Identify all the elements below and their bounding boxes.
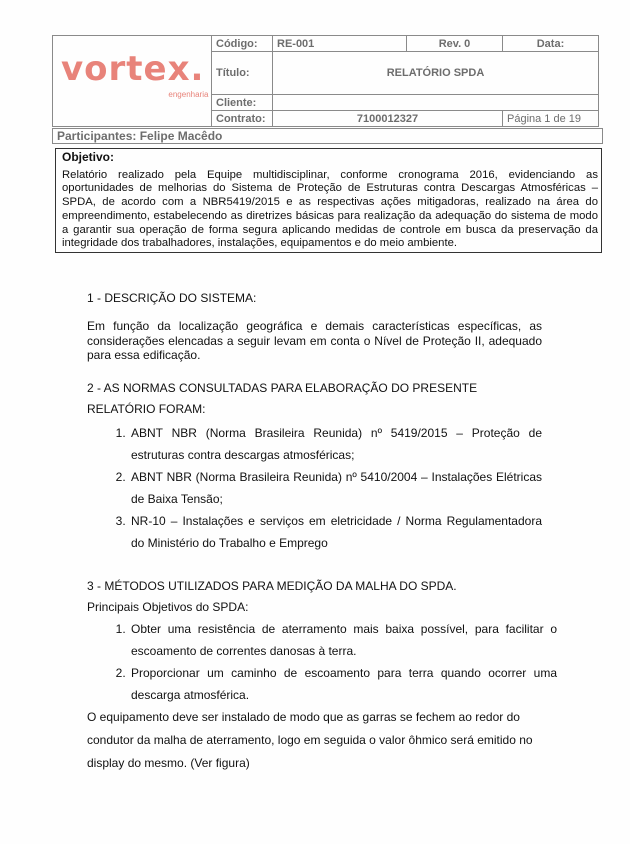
section-3 xyxy=(87,576,557,775)
norm-item: 2. ABNT NBR (Norma Brasileira Reunida) nº 5410/2004 – Instalações Elétricas de Baixa Tensão; xyxy=(129,466,542,510)
cliente-label: Cliente: xyxy=(212,95,273,111)
section-2 xyxy=(87,378,557,554)
objective-item: 2. Proporcionar um caminho de escoamento para terra quando ocorrer uma descarga atmosférica. xyxy=(129,662,557,706)
objective-item: 1. Obter uma resistência de aterramento mais baixa possível, para facilitar o escoamento de correntes danosas à terra. xyxy=(129,618,557,662)
logo-text: vortex. xyxy=(61,49,205,89)
cliente-value xyxy=(273,95,599,111)
document-title: RELATÓRIO SPDA xyxy=(273,52,599,95)
section-1-heading: 1 - DESCRIÇÃO DO SISTEMA: xyxy=(87,291,257,305)
contrato-value: 7100012327 xyxy=(273,111,503,127)
section-1 xyxy=(87,290,542,363)
contrato-label: Contrato: xyxy=(212,111,273,127)
codigo-value: RE-001 xyxy=(273,36,407,52)
header-table xyxy=(52,35,599,127)
titulo-label: Título: xyxy=(212,52,273,95)
section-1-text: Em função da localização geográfica e demais características específicas, as considerações elencadas a seguir levam em conta o Nível de Proteção II, adequado para essa edificação. xyxy=(87,319,542,362)
objective-text: Relatório realizado pela Equipe multidisciplinar, conforme cronograma 2016, evidenciando as oportunidades de melhorias do Sistema de Proteção de Estruturas contra Descargas Atmosféricas – SPDA, de acordo com a NBR5419/2015 e as respectivas ações mitigadoras, realizado na área do empreendimento, estabelecendo as diretrizes básicas para realização da adequação do sistema de modo a garantir sua operação de forma segura aplicando medidas de controle em busca da preservação da integridade dos trabalhadores, instalações, equipamentos e do meio ambiente. xyxy=(62,168,598,250)
codigo-label: Código: xyxy=(212,36,273,52)
section-3-text: O equipamento deve ser instalado de modo que as garras se fechem ao redor do condutor da malha de aterramento, logo em seguida o valor ôhmico será emitido no display do mesmo. (Ver figura) xyxy=(87,710,533,770)
data-label: Data: xyxy=(503,36,599,52)
objective-title: Objetivo: xyxy=(62,150,115,164)
page-number: Página 1 de 19 xyxy=(503,111,599,127)
objective-box xyxy=(55,148,602,253)
norm-item: 1. ABNT NBR (Norma Brasileira Reunida) nº 5419/2015 – Proteção de estruturas contra descargas atmosféricas; xyxy=(129,422,542,466)
logo xyxy=(53,36,212,127)
section-3-subheading: Principais Objetivos do SPDA: xyxy=(87,600,249,614)
participants: Participantes: Felipe Macêdo xyxy=(52,128,603,144)
norm-item: 3. NR-10 – Instalações e serviços em eletricidade / Norma Regulamentadora do Ministério do Trabalho e Emprego xyxy=(129,510,542,554)
logo-subtext: engenharia xyxy=(168,90,209,99)
revision: Rev. 0 xyxy=(407,36,503,52)
section-2-heading: 2 - AS NORMAS CONSULTADAS PARA ELABORAÇÃO DO PRESENTE RELATÓRIO FORAM: xyxy=(87,381,478,416)
section-3-heading: 3 - MÉTODOS UTILIZADOS PARA MEDIÇÃO DA MALHA DO SPDA. xyxy=(87,579,457,593)
